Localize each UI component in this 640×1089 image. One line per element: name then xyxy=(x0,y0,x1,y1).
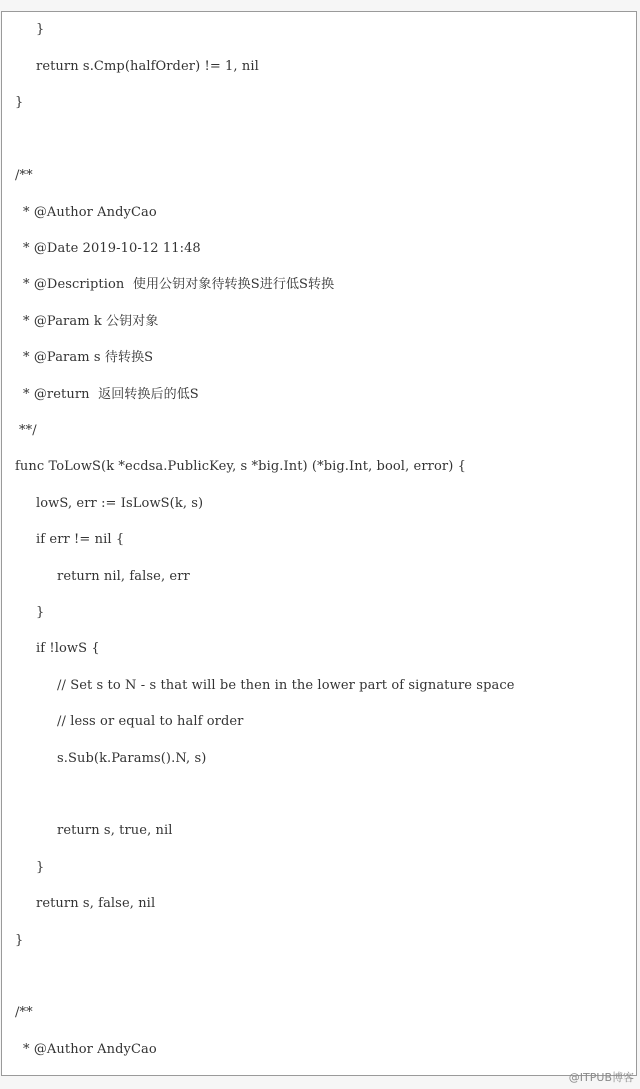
code-line: /** xyxy=(15,168,33,183)
code-line: s.Sub(k.Params().N, s) xyxy=(57,751,207,766)
code-line: } xyxy=(36,860,45,875)
code-line: * @return 返回转换后的低S xyxy=(23,387,199,402)
watermark: @ITPUB博客 xyxy=(568,1071,634,1084)
code-line: return s, false, nil xyxy=(36,896,156,911)
code-line: lowS, err := IsLowS(k, s) xyxy=(36,496,204,511)
code-block xyxy=(1,11,637,1076)
code-line: return nil, false, err xyxy=(57,569,190,584)
code-line: return s, true, nil xyxy=(57,823,173,838)
code-line: } xyxy=(15,933,24,948)
code-line: } xyxy=(36,605,45,620)
code-line: if err != nil { xyxy=(36,532,125,547)
code-line: * @Param s 待转换S xyxy=(23,350,154,365)
code-line: * @Author AndyCao xyxy=(23,205,157,220)
code-line: * @Description 使用公钥对象待转换S进行低S转换 xyxy=(23,277,335,292)
code-line: return s.Cmp(halfOrder) != 1, nil xyxy=(36,59,259,74)
code-line: } xyxy=(15,95,24,110)
code-line: **/ xyxy=(19,423,37,438)
code-line: func ToLowS(k *ecdsa.PublicKey, s *big.Int) (*big.Int, bool, error) { xyxy=(15,459,466,474)
code-line: // less or equal to half order xyxy=(57,714,244,729)
code-line: * @Date 2019-10-12 11:48 xyxy=(23,241,201,256)
code-line: * @Author AndyCao xyxy=(23,1042,157,1057)
code-line: } xyxy=(36,22,45,37)
code-line: /** xyxy=(15,1005,33,1020)
code-line: * @Param k 公钥对象 xyxy=(23,314,159,329)
code-line: // Set s to N - s that will be then in the lower part of signature space xyxy=(57,678,515,693)
code-line: if !lowS { xyxy=(36,641,100,656)
